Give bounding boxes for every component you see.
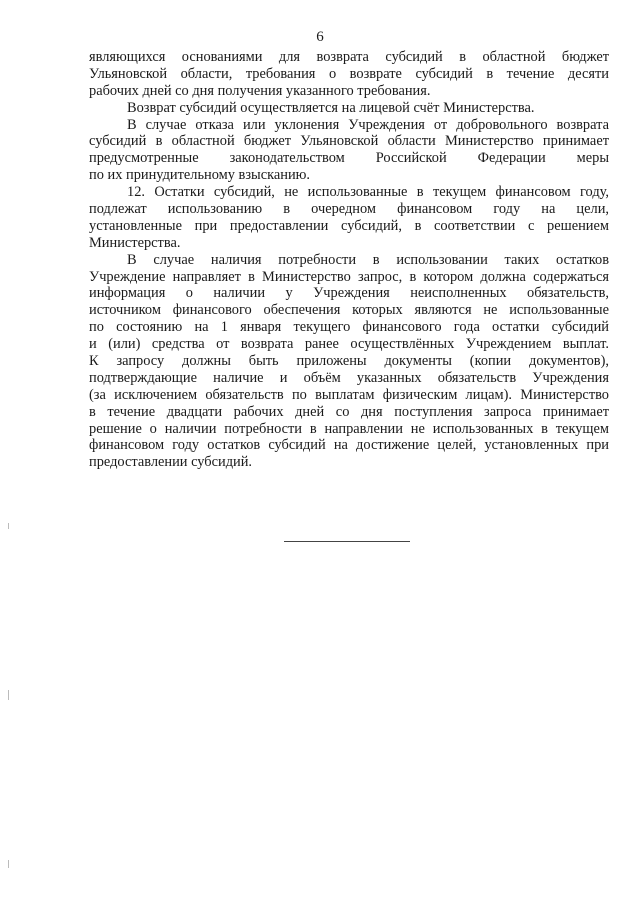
text-line: В случае наличия потребности в использовании таких остатков xyxy=(127,251,609,268)
text-line: Министерства. xyxy=(89,234,181,251)
page-number: 6 xyxy=(316,29,324,45)
text-line: Ульяновской области, требования о возврате субсидий в течение десяти xyxy=(89,65,609,82)
text-line: информация о наличии у Учреждения неисполненных обязательств, xyxy=(89,285,609,302)
margin-mark xyxy=(8,523,9,529)
text-line: и (или) средства от возврата ранее осуществлённых Учреждением выплат. xyxy=(89,336,609,353)
text-line: решение о наличии потребности в направлении не использованных в текущем xyxy=(89,420,609,437)
paragraph xyxy=(89,49,609,100)
separator-line xyxy=(284,541,410,542)
text-line: подтверждающие наличие и объём указанных обязательств Учреждения xyxy=(89,369,609,386)
text-line: 12. Остатки субсидий, не использованные в текущем финансовом году, xyxy=(127,184,609,201)
paragraph xyxy=(89,117,609,185)
text-line: установленные при предоставлении субсидий, в соответствии с решением xyxy=(89,217,609,234)
text-line: являющихся основаниями для возврата субсидий в областной бюджет xyxy=(89,49,609,65)
text-line: предоставлении субсидий. xyxy=(89,454,253,471)
text-line: в течение двадцати рабочих дней со дня поступления запроса принимает xyxy=(89,403,609,420)
document-body xyxy=(89,49,609,471)
text-line: Возврат субсидий осуществляется на лицевой счёт Министерства. xyxy=(127,99,535,116)
text-line: рабочих дней со дня получения указанного требования. xyxy=(89,82,431,99)
text-line: источником финансового обеспечения которых являются не использованные xyxy=(89,302,609,319)
text-line: К запросу должны быть приложены документы (копии документов), xyxy=(89,353,609,370)
text-line: по состоянию на 1 января текущего финансового года остатки субсидий xyxy=(89,319,609,336)
text-line: подлежат использованию в очередном финансовом году на цели, xyxy=(89,201,609,218)
text-line: финансовом году остатков субсидий на достижение целей, установленных при xyxy=(89,437,609,454)
paragraph xyxy=(89,252,609,472)
text-line: (за исключением обязательств по выплатам физическим лицам). Министерство xyxy=(89,386,609,403)
margin-mark xyxy=(8,690,9,700)
paragraph xyxy=(89,100,609,117)
text-line: предусмотренные законодательством Российской Федерации меры xyxy=(89,150,609,167)
margin-mark xyxy=(8,860,9,868)
paragraph xyxy=(89,184,609,252)
text-line: Учреждение направляет в Министерство запрос, в котором должна содержаться xyxy=(89,268,609,285)
text-line: субсидий в областной бюджет Ульяновской области Министерство принимает xyxy=(89,133,609,150)
text-line: В случае отказа или уклонения Учреждения от добровольного возврата xyxy=(127,116,609,133)
text-line: по их принудительному взысканию. xyxy=(89,167,310,184)
